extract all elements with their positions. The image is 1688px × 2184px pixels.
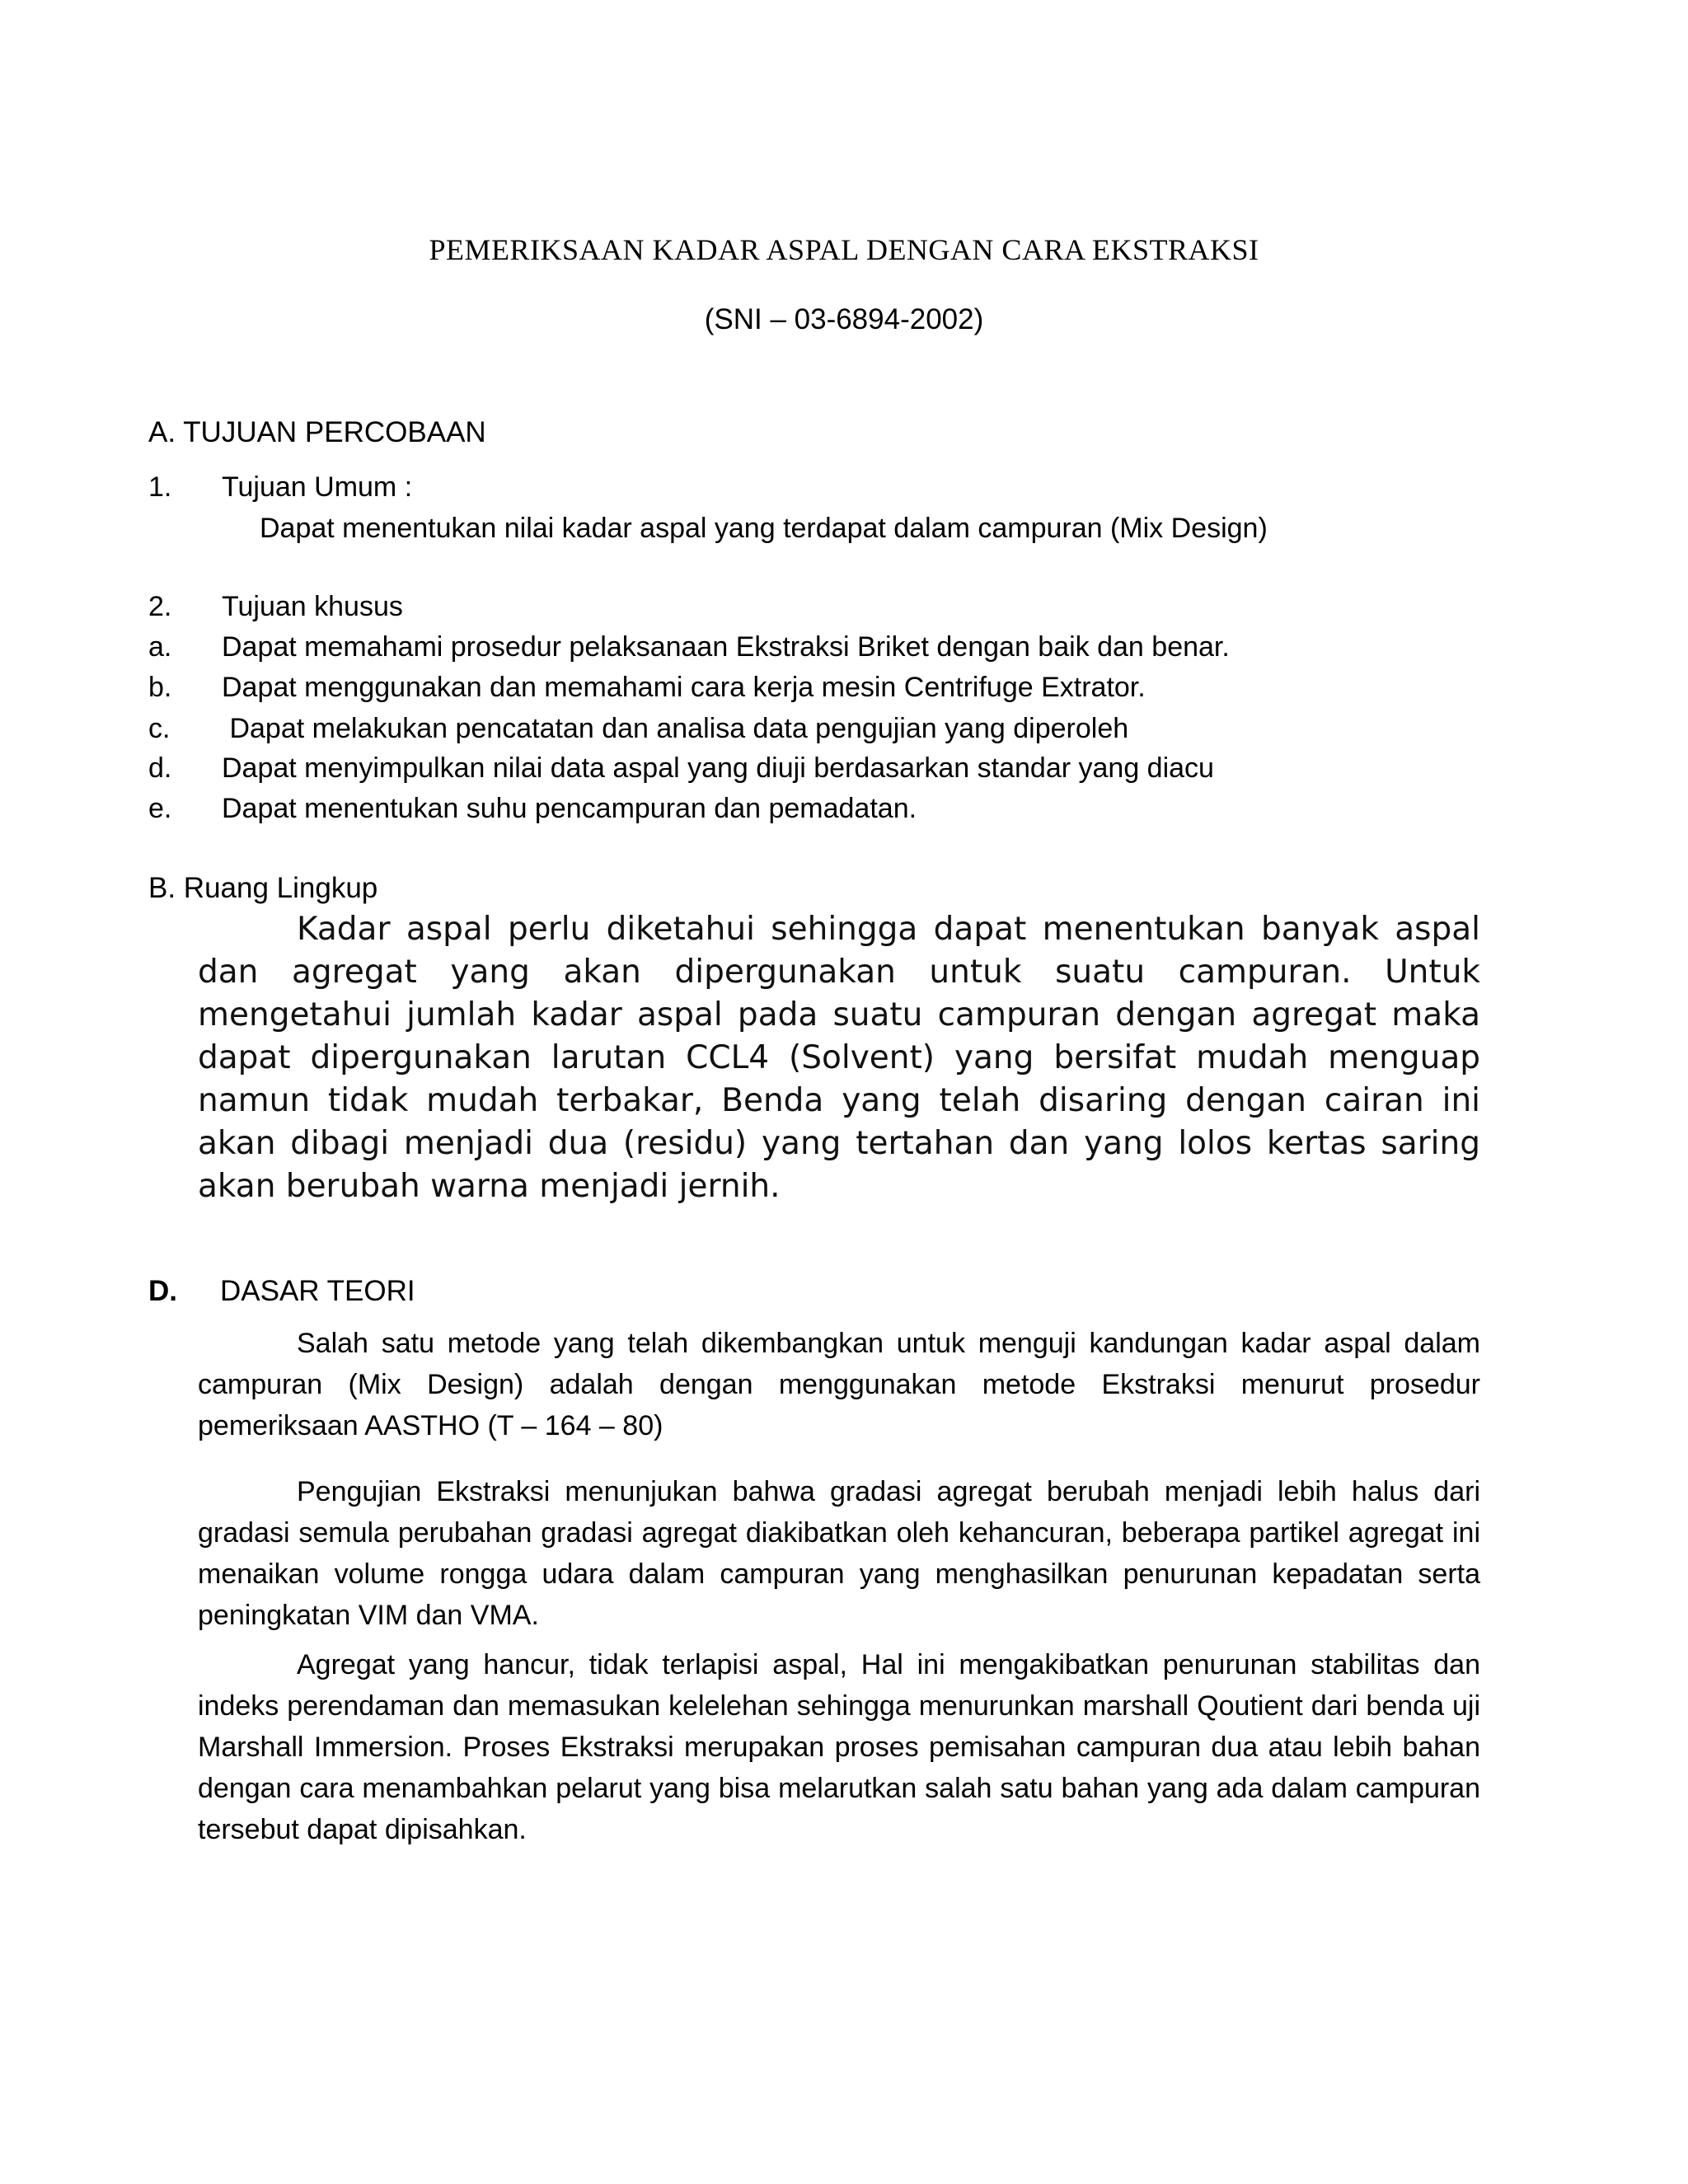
list-marker: 1. xyxy=(148,471,172,503)
list-marker: d. xyxy=(148,752,172,784)
list-marker: c. xyxy=(148,713,171,744)
list-item-text: Dapat menggunakan dan memahami cara kerja mesin Centrifuge Extrator. xyxy=(222,672,1146,703)
theory-paragraph-1: Salah satu metode yang telah dikembangkan untuk menguji kandungan kadar aspal dalam campuran (Mix Design) adalah dengan menggunakan metode Ekstraksi menurut prosedur pemeriksaan AASTHO (T – 164 – 80) xyxy=(198,1328,1480,1441)
section-b-heading: B. Ruang Lingkup xyxy=(148,872,378,904)
theory-paragraph-3: Agregat yang hancur, tidak terlapisi aspal, Hal ini mengakibatkan penurunan stabilitas dan indeks perendaman dan memasukan kelelehan sehingga menurunkan marshall Qoutient dari benda uji Marshall Immersion. Proses Ekstraksi merupakan proses pemisahan campuran dua atau lebih bahan dengan cara menambahkan pelarut yang bisa melarutkan salah satu bahan yang ada dalam campuran tersebut dapat dipisahkan. xyxy=(198,1649,1480,1845)
scope-paragraph: Kadar aspal perlu diketahui sehingga dapat menentukan banyak aspal dan agregat yang akan dipergunakan untuk suatu campuran. Untuk mengetahui jumlah kadar aspal pada suatu campuran dengan agregat maka dapat dipergunakan larutan CCL4 (Solvent) yang bersifat mudah menguap namun tidak mudah terbakar, Benda yang telah disaring dengan cairan ini akan dibagi menjadi dua (residu) yang tertahan dan yang lolos kertas saring akan berubah warna menjadi jernih. xyxy=(198,911,1480,1205)
list-marker: a. xyxy=(148,631,172,663)
section-d-marker: D. xyxy=(148,1275,177,1307)
section-d-heading: DASAR TEORI xyxy=(220,1275,415,1307)
list-item-text: Dapat memahami prosedur pelaksanaan Ekstraksi Briket dengan baik dan benar. xyxy=(222,631,1230,663)
theory-paragraph-2: Pengujian Ekstraksi menunjukan bahwa gradasi agregat berubah menjadi lebih halus dari gradasi semula perubahan gradasi agregat diakibatkan oleh kehancuran, beberapa partikel agregat ini menaikan volume rongga udara dalam campuran yang menghasilkan penurunan kepadatan serta peningkatan VIM dan VMA. xyxy=(198,1476,1480,1631)
list-item-text: Dapat menyimpulkan nilai data aspal yang diuji berdasarkan standar yang diacu xyxy=(222,752,1214,784)
page-subtitle: (SNI – 03-6894-2002) xyxy=(704,303,984,335)
general-objective-text: Dapat menentukan nilai kadar aspal yang terdapat dalam campuran (Mix Design) xyxy=(260,513,1268,544)
list-marker: 2. xyxy=(148,591,172,622)
list-item-text: Dapat melakukan pencatatan dan analisa data pengujian yang diperoleh xyxy=(222,713,1129,744)
specific-objective-label: Tujuan khusus xyxy=(222,591,403,622)
list-marker: b. xyxy=(148,672,172,703)
section-a-heading: A. TUJUAN PERCOBAAN xyxy=(148,416,486,448)
general-objective-label: Tujuan Umum : xyxy=(222,471,413,503)
list-item-text: Dapat menentukan suhu pencampuran dan pemadatan. xyxy=(222,793,917,824)
list-marker: e. xyxy=(148,793,172,824)
page-title: PEMERIKSAAN KADAR ASPAL DENGAN CARA EKSTRAKSI xyxy=(429,233,1259,266)
